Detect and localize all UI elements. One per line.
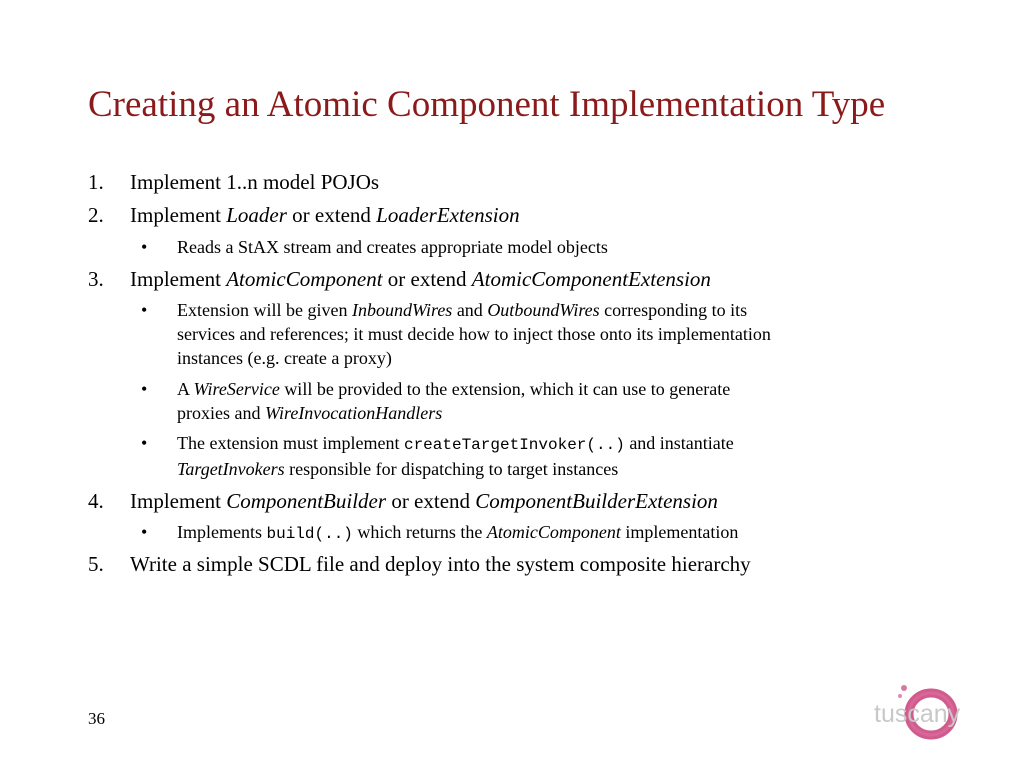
item-text (130, 551, 751, 577)
sub-text-italic: TargetInvokers (177, 459, 285, 479)
item-text-italic: ComponentBuilderExtension (475, 489, 718, 513)
sub-text-italic: WireInvocationHandlers (264, 403, 443, 423)
sub-item-line (177, 298, 947, 322)
sub-text-italic: InboundWires (351, 300, 453, 320)
item-text-italic: LoaderExtension (376, 203, 520, 227)
sub-item-line (177, 431, 947, 457)
sub-text-part: proxies and (177, 403, 265, 423)
bullet-icon: • (141, 300, 148, 320)
sub-text-part: implementation (620, 522, 739, 542)
sub-item-line (177, 235, 947, 259)
item-text-part: Write a simple SCDL file and deploy into the system composite hierarchy (130, 552, 751, 576)
item-number: 3. (88, 267, 104, 291)
sub-item-line (177, 520, 947, 546)
sub-item-line (177, 322, 947, 346)
item-text-italic: Loader (226, 203, 287, 227)
sub-text-italic: AtomicComponent (486, 522, 621, 542)
item-text (130, 202, 520, 228)
sub-text-part: instances (e.g. create a proxy) (177, 348, 392, 368)
sub-item-line (177, 457, 947, 481)
item-text-part: or extend (286, 203, 377, 227)
item-text-italic: AtomicComponent (226, 267, 383, 291)
sub-text-italic: OutboundWires (487, 300, 600, 320)
sub-text-part: services and references; it must decide how to inject those onto its implementation (177, 324, 771, 344)
item-text-part: Implement (130, 203, 227, 227)
sub-text-italic: WireService (193, 379, 280, 399)
sub-item-text (177, 235, 947, 259)
item-text-part: Implement (130, 489, 227, 513)
sub-text-part: and (452, 300, 488, 320)
item-number: 1. (88, 170, 104, 194)
item-text-part: or extend (386, 489, 476, 513)
bullet-icon: • (141, 379, 148, 399)
item-number: 4. (88, 489, 104, 513)
sub-text-part: Reads a StAX stream and creates appropriate model objects (177, 237, 608, 257)
sub-item-line (177, 401, 947, 425)
item-text (130, 169, 379, 195)
item-text (130, 488, 718, 514)
sub-item-line (177, 377, 947, 401)
code-text: build(..) (266, 525, 353, 543)
sub-item-text (177, 377, 947, 425)
sub-text-part: A (177, 379, 194, 399)
sub-text-part: The extension must implement (177, 433, 404, 453)
sub-text-part: Implements (177, 522, 267, 542)
sub-text-part: and instantiate (624, 433, 734, 453)
bullet-icon: • (141, 433, 148, 453)
item-text-italic: AtomicComponentExtension (471, 267, 711, 291)
sub-text-part: which returns the (352, 522, 487, 542)
item-text-part: Implement 1..n model POJOs (130, 170, 380, 194)
page-number: 36 (88, 709, 105, 728)
sub-text-part: corresponding to its (599, 300, 748, 320)
bullet-icon: • (141, 522, 148, 542)
item-number: 5. (88, 552, 104, 576)
bullet-icon: • (141, 237, 148, 257)
sub-text-part: Extension will be given (177, 300, 352, 320)
sub-item-line (177, 346, 947, 370)
item-text-italic: ComponentBuilder (226, 489, 387, 513)
item-text-part: Implement (130, 267, 227, 291)
sub-text-part: responsible for dispatching to target instances (284, 459, 619, 479)
item-text (130, 266, 711, 292)
sub-text-part: will be provided to the extension, which it can use to generate (279, 379, 731, 399)
item-number: 2. (88, 203, 104, 227)
logo-text: tuscany (874, 700, 961, 728)
tuscany-logo (870, 678, 1000, 748)
sub-item-text (177, 520, 947, 546)
code-text: createTargetInvoker(..) (403, 436, 625, 454)
sub-item-text (177, 431, 947, 481)
sub-item-text (177, 298, 947, 370)
item-text-part: or extend (382, 267, 472, 291)
slide-title: Creating an Atomic Component Implementation Type (88, 84, 886, 125)
